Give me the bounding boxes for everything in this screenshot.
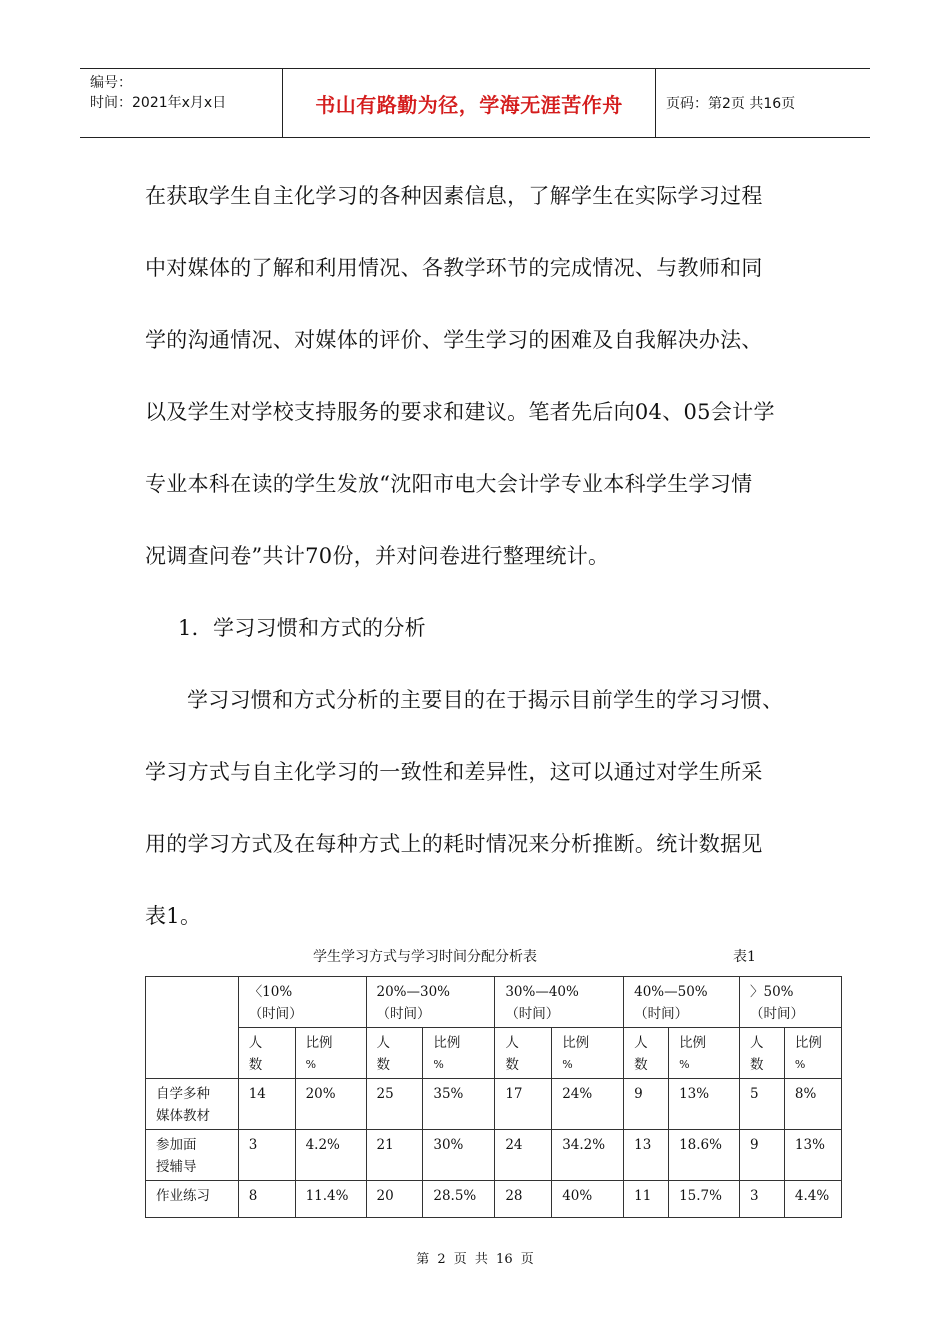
cell: 9 xyxy=(624,1079,669,1130)
paragraph-line: 在获取学生自主化学习的各种因素信息，了解学生在实际学习过程 xyxy=(145,184,763,208)
cell: 5 xyxy=(740,1079,785,1130)
cell: 18.6% xyxy=(669,1130,740,1181)
cell: 17 xyxy=(495,1079,552,1130)
cell: 20% xyxy=(295,1079,366,1130)
cell: 4.4% xyxy=(784,1181,841,1218)
sub-header-ratio: 比例 % xyxy=(552,1028,624,1079)
table-corner-cell xyxy=(146,977,239,1079)
cell: 13% xyxy=(784,1130,841,1181)
table-label: 表1 xyxy=(733,949,756,965)
cell: 8 xyxy=(238,1181,295,1218)
table-row xyxy=(146,1079,842,1130)
cell: 30% xyxy=(423,1130,495,1181)
cell: 34.2% xyxy=(552,1130,624,1181)
table-subheader-row xyxy=(146,1028,842,1079)
header-time-label: 时间：2021年x月x日 xyxy=(90,95,227,111)
cell: 28 xyxy=(495,1181,552,1218)
sub-header-ratio: 比例 % xyxy=(669,1028,740,1079)
cell: 24% xyxy=(552,1079,624,1130)
table-caption xyxy=(145,946,842,968)
sub-header-ratio: 比例 % xyxy=(295,1028,366,1079)
section-heading: 1．学习习惯和方式的分析 xyxy=(178,616,426,640)
row-label: 自学多种 媒体教材 xyxy=(146,1079,239,1130)
header-meta xyxy=(80,69,283,137)
sub-header-count: 人 数 xyxy=(624,1028,669,1079)
cell: 40% xyxy=(552,1181,624,1218)
table-row xyxy=(146,1130,842,1181)
group-header: 20%—30% （时间） xyxy=(366,977,495,1028)
header-motto: 书山有路勤为径，学海无涯苦作舟 xyxy=(283,69,656,137)
table-row xyxy=(146,1181,842,1218)
sub-header-count: 人 数 xyxy=(740,1028,785,1079)
paragraph-line: 学习习惯和方式分析的主要目的在于揭示目前学生的学习习惯、 xyxy=(187,688,784,712)
sub-header-count: 人 数 xyxy=(238,1028,295,1079)
table-title: 学生学习方式与学习时间分配分析表 xyxy=(313,949,537,965)
paragraph-line: 学的沟通情况、对媒体的评价、学生学习的困难及自我解决办法、 xyxy=(145,328,763,352)
header-page-info: 页码：第2页 共16页 xyxy=(666,96,796,112)
row-label: 参加面 授辅导 xyxy=(146,1130,239,1181)
cell: 11.4% xyxy=(295,1181,366,1218)
cell: 8% xyxy=(784,1079,841,1130)
group-header: 〈10% （时间） xyxy=(238,977,366,1028)
cell: 28.5% xyxy=(423,1181,495,1218)
header-number-label: 编号： xyxy=(90,75,132,91)
sub-header-count: 人 数 xyxy=(366,1028,423,1079)
cell: 9 xyxy=(740,1130,785,1181)
paragraph-line: 况调查问卷”共计70份，并对问卷进行整理统计。 xyxy=(145,544,610,568)
sub-header-count: 人 数 xyxy=(495,1028,552,1079)
paragraph-line: 表1。 xyxy=(145,904,202,928)
cell: 3 xyxy=(740,1181,785,1218)
cell: 21 xyxy=(366,1130,423,1181)
cell: 20 xyxy=(366,1181,423,1218)
cell: 3 xyxy=(238,1130,295,1181)
cell: 4.2% xyxy=(295,1130,366,1181)
cell: 14 xyxy=(238,1079,295,1130)
cell: 15.7% xyxy=(669,1181,740,1218)
table-header-row xyxy=(146,977,842,1028)
cell: 13 xyxy=(624,1130,669,1181)
cell: 24 xyxy=(495,1130,552,1181)
group-header: 30%—40% （时间） xyxy=(495,977,624,1028)
group-header: 40%—50% （时间） xyxy=(624,977,740,1028)
paragraph-line: 中对媒体的了解和利用情况、各教学环节的完成情况、与教师和同 xyxy=(145,256,763,280)
group-header: 〉50% （时间） xyxy=(740,977,842,1028)
sub-header-ratio: 比例 % xyxy=(784,1028,841,1079)
paragraph-line: 专业本科在读的学生发放“沈阳市电大会计学专业本科学生学习情 xyxy=(145,472,753,496)
cell: 13% xyxy=(669,1079,740,1130)
paragraph-line: 以及学生对学校支持服务的要求和建议。笔者先后向04、05会计学 xyxy=(145,400,775,424)
page-footer: 第 2 页 共 16 页 xyxy=(416,1252,534,1267)
cell: 25 xyxy=(366,1079,423,1130)
paragraph-line: 用的学习方式及在每种方式上的耗时情况来分析推断。统计数据见 xyxy=(145,832,763,856)
statistics-table xyxy=(145,976,842,1218)
cell: 35% xyxy=(423,1079,495,1130)
body-text xyxy=(145,160,810,952)
cell: 11 xyxy=(624,1181,669,1218)
page-header xyxy=(80,68,870,138)
paragraph-line: 学习方式与自主化学习的一致性和差异性，这可以通过对学生所采 xyxy=(145,760,763,784)
sub-header-ratio: 比例 % xyxy=(423,1028,495,1079)
row-label: 作业练习 xyxy=(146,1181,239,1218)
